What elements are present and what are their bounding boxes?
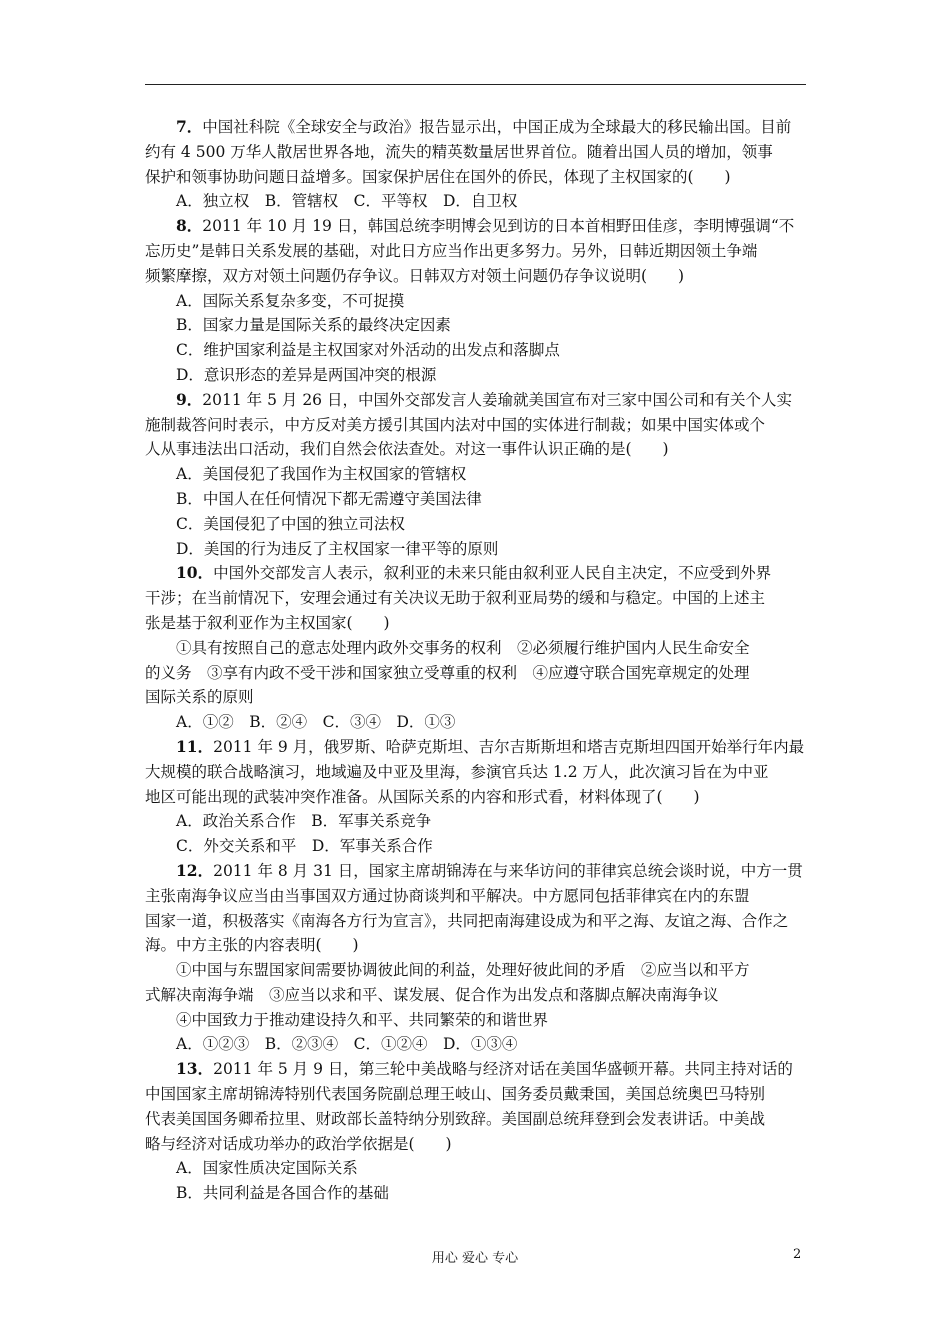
answer-option: B．国家力量是国际关系的最终决定因素 xyxy=(176,316,451,335)
statement-line: ①中国与东盟国家间需要协调彼此间的利益，处理好彼此间的矛盾 ②应当以和平方 xyxy=(176,961,750,980)
question-10 xyxy=(145,561,808,735)
question-12 xyxy=(145,859,808,1057)
question-number: 11． xyxy=(176,736,214,756)
question-stem-line: 干涉；在当前情况下，安理会通过有关决议无助于叙利亚局势的缓和与稳定。中国的上述主 xyxy=(145,589,766,608)
question-11 xyxy=(145,735,808,859)
question-list xyxy=(145,115,808,1206)
answer-options: A．①②③ B．②③④ C．①②④ D．①③④ xyxy=(176,1035,518,1054)
question-stem-line: 频繁摩擦，双方对领土问题仍存争议。日韩双方对领土问题仍存争议说明( ) xyxy=(145,266,685,285)
question-stem-line: 8．2011 年 10 月 19 日，韩国总统李明博会见到访的日本首相野田佳彦，李明博强调“不 xyxy=(176,216,795,236)
statement-line: ④中国致力于推动建设持久和平、共同繁荣的和谐世界 xyxy=(176,1010,549,1029)
question-stem-line: 代表美国国务卿希拉里、财政部长盖特纳分别致辞。美国副总统拜登到会发表讲话。中美战 xyxy=(145,1109,766,1128)
question-stem-line: 约有 4 500 万华人散居世界各地，流失的精英数量居世界首位。随着出国人员的增加，领事 xyxy=(145,142,773,161)
answer-option: B．共同利益是各国合作的基础 xyxy=(176,1184,389,1203)
page-number: 2 xyxy=(793,1247,802,1262)
question-stem-line: 忘历史”是韩日关系发展的基础，对此日方应当作出更多努力。另外，日韩近期因领土争端 xyxy=(145,241,758,260)
question-stem-line: 中国国家主席胡锦涛特别代表国务院副总理王岐山、国务委员戴秉国，美国总统奥巴马特别 xyxy=(145,1085,766,1104)
question-stem-line: 9．2011 年 5 月 26 日，中国外交部发言人姜瑜就美国宣布对三家中国公司和有关个人实 xyxy=(176,389,792,409)
question-stem-line: 10．中国外交部发言人表示，叙利亚的未来只能由叙利亚人民自主决定，不应受到外界 xyxy=(176,563,772,583)
answer-option: B．中国人在任何情况下都无需遵守美国法律 xyxy=(176,489,482,508)
question-stem-line: 7．中国社科院《全球安全与政治》报告显示出，中国正成为全球最大的移民输出国。目前 xyxy=(176,117,792,136)
question-stem-line: 12．2011 年 8 月 31 日，国家主席胡锦涛在与来华访问的菲律宾总统会谈时说，中方一贯 xyxy=(176,860,803,880)
page-footer xyxy=(0,1247,950,1267)
statement-line: 式解决南海争端 ③应当以求和平、谋发展、促合作为出发点和落脚点解决南海争议 xyxy=(145,985,719,1004)
header-rule xyxy=(145,84,806,85)
question-7 xyxy=(145,115,808,214)
question-stem-line: 主张南海争议应当由当事国双方通过协商谈判和平解决。中方愿同包括菲律宾在内的东盟 xyxy=(145,886,750,905)
question-stem-line: 施制裁答问时表示，中方反对美方援引其国内法对中国的实体进行制裁；如果中国实体或个 xyxy=(145,415,766,434)
answer-option: D．美国的行为违反了主权国家一律平等的原则 xyxy=(176,539,499,558)
question-stem-line: 保护和领事协助问题日益增多。国家保护居住在国外的侨民，体现了主权国家的( ) xyxy=(145,167,731,186)
question-number: 7． xyxy=(176,117,203,136)
question-number: 10． xyxy=(176,563,214,583)
answer-option: A．国际关系复杂多变，不可捉摸 xyxy=(176,291,405,310)
answer-option: A．国家性质决定国际关系 xyxy=(176,1159,358,1178)
question-number: 12． xyxy=(176,860,214,880)
statement-line: ①具有按照自己的意志处理内政外交事务的权利 ②必须履行维护国内人民生命安全 xyxy=(176,638,750,657)
answer-options: A．独立权 B．管辖权 C．平等权 D．自卫权 xyxy=(176,192,518,211)
question-stem-line: 大规模的联合战略演习，地域遍及中亚及里海，参演官兵达 1.2 万人，此次演习旨在为中亚 xyxy=(145,762,769,781)
question-number: 8． xyxy=(176,216,203,236)
question-number: 9． xyxy=(176,389,203,409)
question-stem-line: 国家一道，积极落实《南海各方行为宣言》，共同把南海建设成为和平之海、友谊之海、合作之 xyxy=(145,911,789,930)
answer-option: A．美国侵犯了我国作为主权国家的管辖权 xyxy=(176,465,467,484)
answer-option: C．美国侵犯了中国的独立司法权 xyxy=(176,514,405,533)
question-stem-line: 海。中方主张的内容表明( ) xyxy=(145,936,359,955)
question-stem-line: 13．2011 年 5 月 9 日，第三轮中美战略与经济对话在美国华盛顿开幕。共同主持对话的 xyxy=(176,1059,793,1079)
question-stem-line: 人从事违法出口活动，我们自然会依法查处。对这一事件认识正确的是( ) xyxy=(145,440,669,459)
question-9 xyxy=(145,388,808,562)
question-stem-line: 地区可能出现的武装冲突作准备。从国际关系的内容和形式看，材料体现了( ) xyxy=(145,787,700,806)
footer-slogan: 用心 爱心 专心 xyxy=(431,1251,519,1266)
answer-options: C．外交关系和平 D．军事关系合作 xyxy=(176,837,433,856)
question-stem-line: 张是基于叙利亚作为主权国家( ) xyxy=(145,613,390,632)
question-stem-line: 11．2011 年 9 月，俄罗斯、哈萨克斯坦、吉尔吉斯斯坦和塔吉克斯坦四国开始举行年内最 xyxy=(176,736,805,756)
answer-option: C．维护国家利益是主权国家对外活动的出发点和落脚点 xyxy=(176,341,560,360)
question-8 xyxy=(145,214,808,388)
question-stem-line: 略与经济对话成功举办的政治学依据是( ) xyxy=(145,1134,452,1153)
answer-options: A．①② B．②④ C．③④ D．①③ xyxy=(176,713,456,732)
statement-line: 的义务 ③享有内政不受干涉和国家独立受尊重的权利 ④应遵守联合国宪章规定的处理 xyxy=(145,663,750,682)
answer-options: A．政治关系合作 B．军事关系竞争 xyxy=(176,812,432,831)
answer-option: D．意识形态的差异是两国冲突的根源 xyxy=(176,365,437,384)
question-13 xyxy=(145,1057,808,1206)
statement-line: 国际关系的原则 xyxy=(145,688,254,707)
question-number: 13． xyxy=(176,1059,214,1079)
